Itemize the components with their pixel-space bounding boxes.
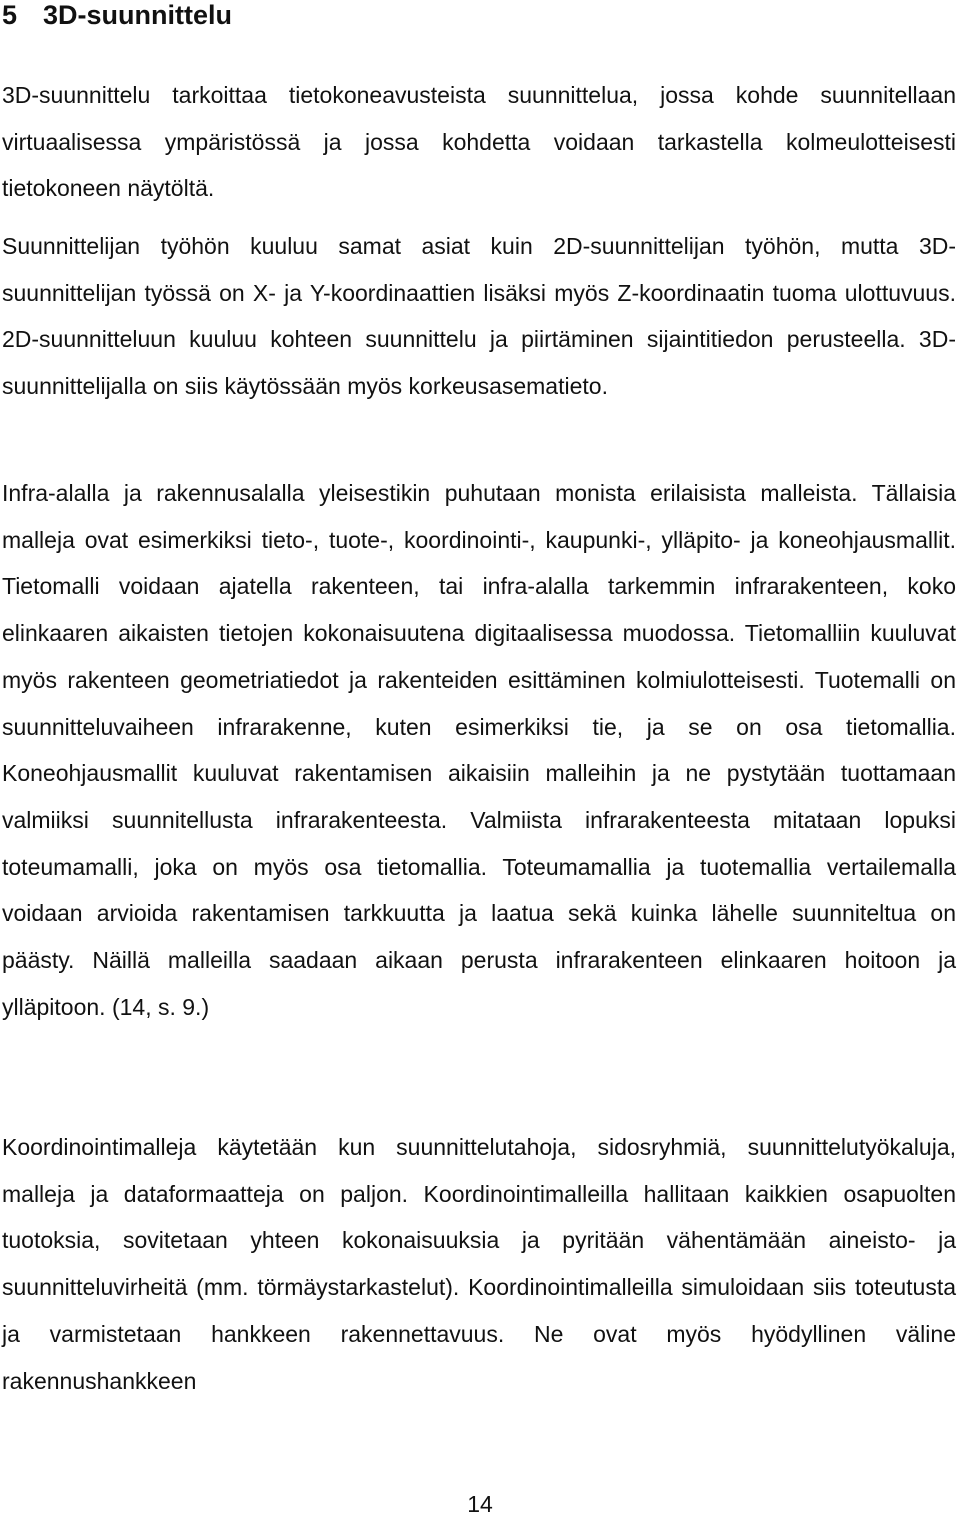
paragraph-coordination-models: Koordinointimalleja käytetään kun suunnittelutahoja, sidosryhmiä, suunnittelutyökaluja, malleja ja dataformaatteja on paljon. Koordinointimalleilla hallitaan kaikkien osapuolten tuotoksia, sovitetaan yhteen kokonaisuuksia ja pyritään vähentämään aineisto- ja suunnitteluvirheitä (mm. törmäystarkastelut). Koordinointimalleilla simuloidaan siis toteutusta ja varmistetaan hankkeen rakennettavuus. Ne ovat myös hyödyllinen väline rakennushankkeen [2, 1134, 956, 1394]
paragraph-designer-work: Suunnittelijan työhön kuuluu samat asiat kuin 2D-suunnittelijan työhön, mutta 3D-suunnittelijan työssä on X- ja Y-koordinaattien lisäksi myös Z-koordinaatin tuoma ulottuvuus. 2D-suunnitteluun kuuluu kohteen suunnittelu ja piirtäminen sijaintitiedon perusteella. 3D-suunnittelijalla on siis käytössään myös korkeusasematieto. [2, 233, 956, 400]
section-heading [2, 0, 232, 33]
section-number: 5 [2, 0, 18, 30]
paragraph-model-types: Infra-alalla ja rakennusalalla yleisestikin puhutaan monista erilaisista malleista. Tällaisia malleja ovat esimerkiksi tieto-, tuote-, koordinointi-, kaupunki-, ylläpito- ja koneohjausmallit. Tietomalli voidaan ajatella rakenteen, tai infra-alalla tarkemmin infrarakenteen, koko elinkaaren aikaisten tietojen kokonaisuutena digitaalisessa muodossa. Tietomalliin kuuluvat myös rakenteen geometriatiedot ja rakenteiden esittäminen kolmiulotteisesti. Tuotemalli on suunnitteluvaiheen infrarakenne, kuten esimerkiksi tie, ja se on osa tietomallia. Koneohjausmallit kuuluvat rakentamisen aikaisiin malleihin ja ne pystytään tuottamaan valmiiksi suunnitellusta infrarakenteesta. Valmiista infrarakenteesta mitataan lopuksi toteumamalli, joka on myös osa tietomallia. Toteumamallia ja tuotemallia vertailemalla voidaan arvioida rakentamisen tarkkuutta ja laatua sekä kuinka lähelle suunniteltua on päästy. Näillä malleilla saadaan aikaan perusta infrarakenteen elinkaaren hoitoon ja ylläpitoon. (14, s. 9.) [2, 480, 956, 1020]
section-title: 3D-suunnittelu [43, 0, 233, 30]
paragraph-3d-design-definition: 3D-suunnittelu tarkoittaa tietokoneavusteista suunnittelua, jossa kohde suunnitellaan virtuaalisessa ympäristössä ja jossa kohdetta voidaan tarkastella kolmeulotteisesti tietokoneen näytöltä. [2, 82, 956, 202]
page-number: 14 [467, 1491, 493, 1517]
